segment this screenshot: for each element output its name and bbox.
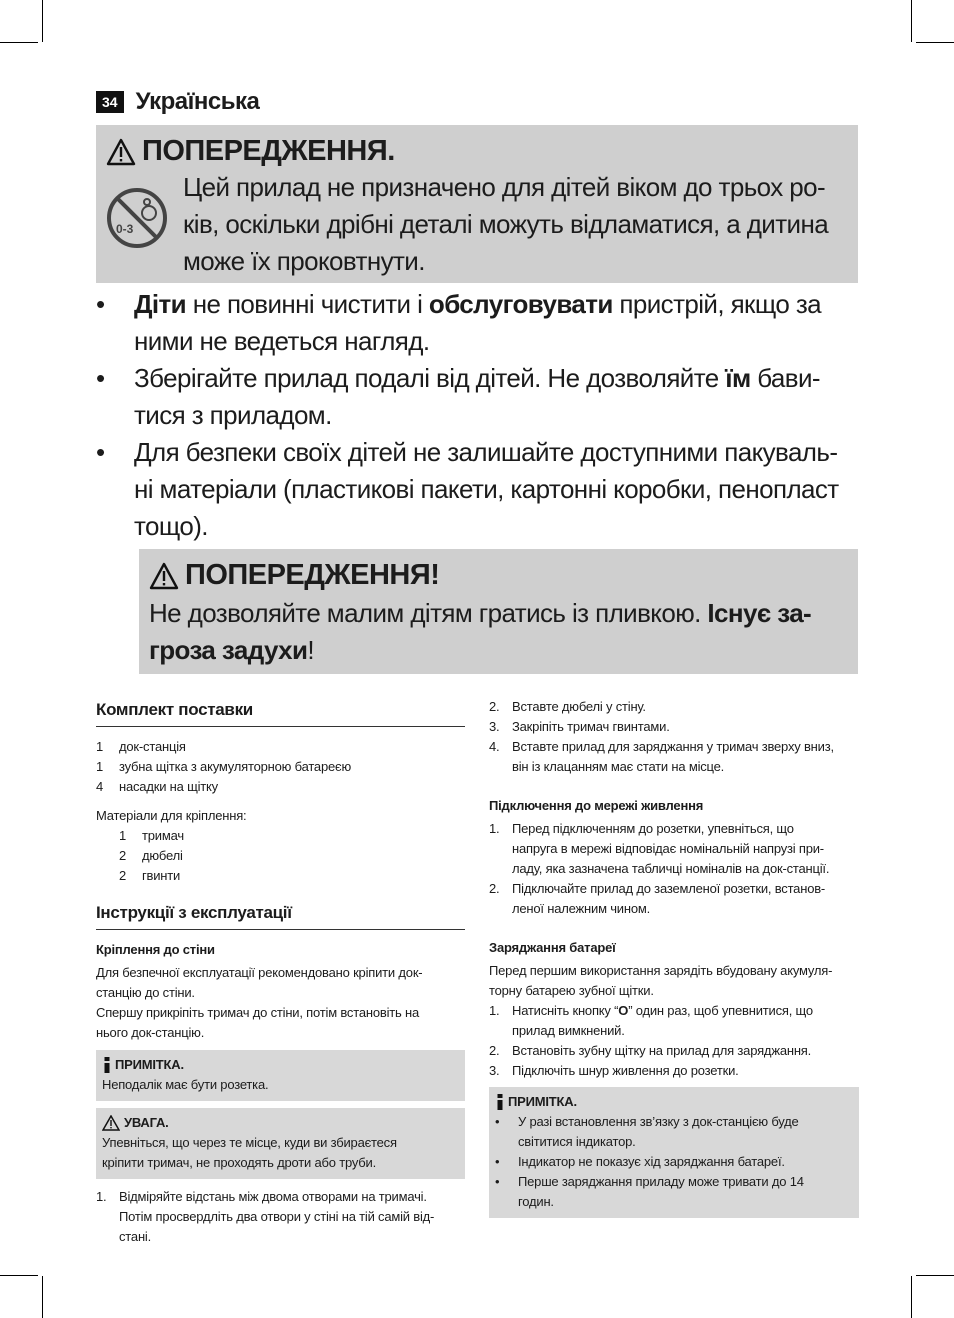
subsection-title: Підключення до мережі живлення — [489, 798, 704, 813]
list-item: 3. Закріпіть тримач гвинтами. — [489, 719, 670, 734]
list-item: 2 гвинти — [119, 868, 181, 883]
list-item: • Індикатор не показує хід заряджання батареї. — [495, 1154, 785, 1169]
age-restriction-icon — [106, 187, 168, 249]
crop-mark — [42, 0, 43, 42]
list-item: 1. Натисніть кнопку “O” один раз, щоб упевнитися, що прилад вимкнений. — [489, 1003, 813, 1038]
warning-title: ПОПЕРЕДЖЕННЯ. — [106, 135, 395, 168]
right-column: 2. Вставте дюбелі у стіну. 3. Закріпіть тримач гвинтами. 4. Вставте прилад для заряджання у тримач зверху вниз, він із клацанням має стати на місце. Підключення до мережі живлення 1. Перед підключенням до розетки, упевніться, що напруга в мережі відповідає номінальній напрузі при- ладу, яка зазначена табличці номіналів на док-станції. 2. Підключайте прилад до заземленої розетки, встанов- леної належним чином. Заряджання батареї Перед першим використання зарядіть вбудовану акумуля- торну батарею зубної щітки. 1. Натисніть кнопку “O” один раз, щоб упевнитися, що прилад вимкнений. 2. Встановіть зубну щітку на прилад для заряджання. 3. Підключіть шнур живлення до розетки. ПРИМІТКА. • У разі встановлення зв’язку з док-станцією буде світитися індикатор. • Індикатор не показує хід заряджання батареї. • Перше заряджання приладу може тривати до 14 годин. — [489, 697, 859, 1218]
note-box: ПРИМІТКА. • У разі встановлення зв’язку з док-станцією буде світитися індикатор. • Індикатор не показує хід заряджання батареї. • Перше заряджання приладу може тривати до 14 годин. — [489, 1087, 859, 1218]
page-header — [96, 86, 259, 118]
safety-bullets — [96, 286, 860, 545]
crop-mark — [0, 42, 38, 43]
list-item: 2. Вставте дюбелі у стіну. — [489, 699, 646, 714]
warning-box-children — [96, 125, 858, 283]
note-box: ПРИМІТКА. Неподалік має бути розетка. — [96, 1050, 465, 1101]
caution-box: УВАГА. Упевніться, що через те місце, куди ви збираєтеся кріпити тримач, не проходять дроти або труби. — [96, 1108, 465, 1179]
list-item: 2 дюбелі — [119, 848, 183, 863]
crop-mark — [0, 1275, 38, 1276]
list-item: 3. Підключіть шнур живлення до розетки. — [489, 1063, 739, 1078]
list-item: • Діти не повинні чистити і обслуговувати пристрій, якщо за ними не ведеться нагляд. — [96, 289, 822, 356]
info-icon — [102, 1057, 112, 1073]
page-number: 34 — [96, 91, 124, 113]
subsection-title: Заряджання батареї — [489, 940, 616, 955]
list-item: 4 насадки на щітку — [96, 779, 218, 794]
list-item: 4. Вставте прилад для заряджання у тримач зверху вниз, він із клацанням має стати на місце. — [489, 739, 834, 774]
warning-box-suffocation — [139, 549, 858, 674]
crop-mark — [916, 42, 954, 43]
age-label: 0-3 — [116, 222, 134, 236]
crop-mark — [911, 1276, 912, 1318]
list-item: 1. Перед підключенням до розетки, упевніться, що напруга в мережі відповідає номінальній напрузі при- ладу, яка зазначена табличці номіналів на док-станції. — [489, 821, 830, 876]
list-item: 1. Відміряйте відстань між двома отворами на тримачі. Потім просвердліть два отвори у стіні на тій самій від- стані. — [96, 1189, 435, 1244]
list-item: 2. Встановіть зубну щітку на прилад для заряджання. — [489, 1043, 812, 1058]
warning-triangle-icon — [149, 562, 179, 590]
power-button-symbol: O — [618, 1003, 629, 1018]
left-column: Комплект поставки 1 док-станція 1 зубна щітка з акумуляторною батареєю 4 насадки на щітку Матеріали для кріплення: 1 тримач 2 дюбелі 2 гвинти Інструкції з експлуатації Кріплення до стіни Для безпечної експлуатації рекомендовано кріпити док- станцію до стіни. Спершу прикріпіть тримач до стіни, потім встановіть на нього док-станцію. ПРИМІТКА. Неподалік має бути розетка. УВАГА. Упевніться, що через те місце, куди ви збираєтеся кріпити тримач, не проходять дроти або труби. 1. Відміряйте відстань між двома отворами на тримачі. Потім просвердліть два отвори у стіні на тій самій від- стані. — [96, 700, 465, 1247]
info-icon — [495, 1094, 505, 1110]
list-item: • Зберігайте прилад подалі від дітей. Не дозволяйте їм бави- тися з приладом. — [96, 363, 820, 430]
list-item: • У разі встановлення зв’язку з док-станцією буде світитися індикатор. — [495, 1114, 799, 1149]
list-item: 2. Підключайте прилад до заземленої розетки, встанов- леної належним чином. — [489, 881, 826, 916]
list-item: • Для безпеки своїх дітей не залишайте доступними пакуваль- ні матеріали (пластикові пакети, картонні коробки, пенопласт тощо). — [96, 437, 839, 541]
list-item: 1 док-станція — [96, 739, 186, 754]
warning-title: ПОПЕРЕДЖЕННЯ! — [149, 559, 439, 592]
crop-mark — [42, 1276, 43, 1318]
language-title: Українська — [135, 88, 260, 115]
warning-triangle-icon — [106, 138, 136, 166]
section-title: Комплект поставки — [96, 700, 465, 727]
list-item: 1 тримач — [119, 828, 184, 843]
crop-mark — [911, 0, 912, 42]
crop-mark — [916, 1275, 954, 1276]
subsection-title: Кріплення до стіни — [96, 942, 215, 957]
warning-text: Не дозволяйте малим дітям гратись із пливкою. Існує за- гроза задухи! — [149, 598, 812, 665]
list-item: • Перше заряджання приладу може тривати до 14 годин. — [495, 1174, 804, 1209]
warning-triangle-icon — [102, 1115, 120, 1131]
section-title: Інструкції з експлуатації — [96, 903, 465, 930]
list-item: 1 зубна щітка з акумуляторною батареєю — [96, 759, 352, 774]
warning-text: Цей прилад не призначено для дітей віком до трьох ро- ків, оскільки дрібні деталі можуть відламатися, а дитина може їх проковтнути. — [183, 172, 829, 276]
